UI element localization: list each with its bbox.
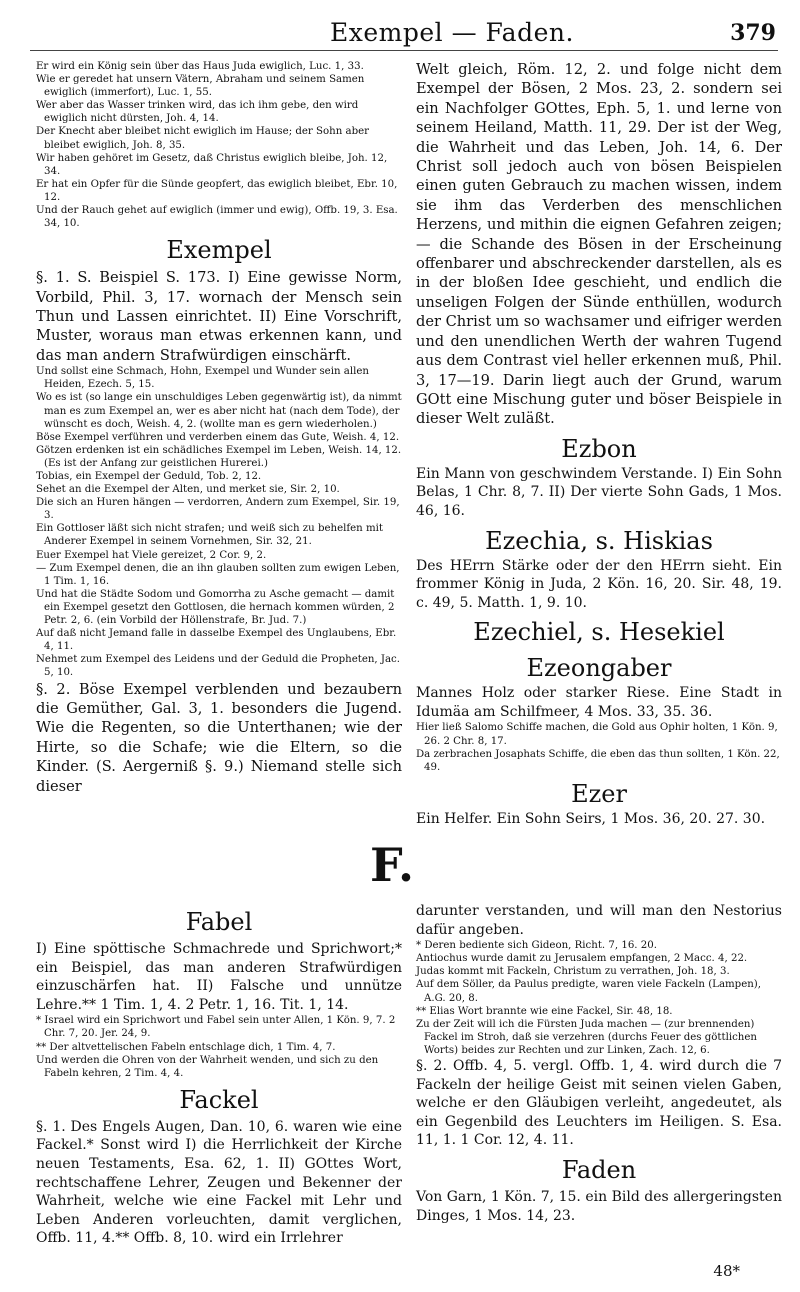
entry-heading-ezeongaber: Ezeongaber: [526, 654, 672, 683]
entry-heading-fabel: Fabel: [185, 908, 253, 936]
entry-heading-faden: Faden: [561, 1156, 637, 1184]
verse-line: Antiochus wurde damit zu Jerusalem empfangen, 2 Macc. 4, 22.: [416, 953, 748, 965]
entry-paragraph: §. 1. S. Beispiel S. 173. I) Eine gewisse Norm, Vorbild, Phil. 3, 17. wornach der Mensch sein Thun und Lassen einrichtet. II) Eine Vorschrift, Muster, woraus man etwas erkennen kann, und das man andern Strafwürdigen einschärft.: [36, 269, 402, 364]
entry-paragraph: Ein Mann von geschwindem Verstande. I) Ein Sohn Belas, 1 Chr. 8, 7. II) Der vierte Sohn Gads, 1 Mos. 46, 16.: [416, 465, 782, 519]
verse-line: Und sollst eine Schmach, Hohn, Exempel und Wunder sein allen Heiden, Ezech. 5, 15.: [36, 366, 369, 391]
verse-line: Und werden die Ohren von der Wahrheit wenden, und sich zu den Fabeln kehren, 2 Tim. 4, 4.: [36, 1054, 379, 1079]
entry-paragraph: §. 2. Böse Exempel verblenden und bezaubern die Gemüther, Gal. 3, 1. besonders die Jugend. Wie die Regenten, so die Unterthanen; wie der Hirte, so die Schafe; wie die Eltern, so die Kinder. (S. Aergerniß §. 9.) Niemand stelle sich dieser: [36, 680, 402, 795]
verse-line: Hier ließ Salomo Schiffe machen, die Gold aus Ophir holten, 1 Kön. 9, 26. 2 Chr. 8, 17.: [416, 722, 778, 747]
entry-paragraph: I) Eine spöttische Schmachrede und Sprichwort;* ein Beispiel, das man anderen Strafwürdigen einzuschärfen hat. II) Falsche und unnütze Lehre.** 1 Tim. 1, 4. 2 Petr. 1, 16. Tit. 1, 14.: [36, 941, 402, 1013]
verse-line: Der Knecht aber bleibet nicht ewiglich im Hause; der Sohn aber bleibet ewiglich, Joh. 8, 35.: [36, 126, 369, 151]
column-left-bottom: [36, 902, 402, 1248]
verse-line: Und der Rauch gehet auf ewiglich (immer und ewig), Offb. 19, 3. Esa. 34, 10.: [36, 205, 398, 230]
verse-line: * Deren bediente sich Gideon, Richt. 7, 16. 20.: [416, 940, 657, 952]
section-letter: F.: [370, 838, 415, 892]
verse-line: Tobias, ein Exempel der Geduld, Tob. 2, 12.: [36, 471, 262, 482]
column-left-top: [36, 60, 402, 796]
verse-line: Zu der Zeit will ich die Fürsten Juda machen — (zur brennenden) Fackel im Stroh, daß sie verzehren (durchs Feuer des göttlichen Worts) beides zur Rechten und zur Linken, Zach. 12, 6.: [416, 1018, 757, 1056]
entry-heading-ezer: Ezer: [571, 779, 627, 808]
running-header: [0, 12, 800, 52]
entry-heading-ezbon: Ezbon: [561, 434, 637, 463]
entry-heading-fackel: Fackel: [179, 1085, 259, 1114]
column-right-bottom: [416, 902, 782, 1225]
entry-heading-ezechia: Ezechia, s. Hiskias: [485, 526, 713, 555]
verse-line: Die sich an Huren hängen — verdorren, Andern zum Exempel, Sir. 19, 3.: [36, 497, 400, 522]
entry-paragraph: Von Garn, 1 Kön. 7, 15. ein Bild des allergeringsten Dinges, 1 Mos. 14, 23.: [416, 1189, 782, 1224]
verse-line: Götzen erdenken ist ein schädliches Exempel im Leben, Weish. 14, 12. (Es ist der Anfang zur geistlichen Hurerei.): [36, 444, 402, 469]
entry-paragraph: Mannes Holz oder starker Riese. Eine Stadt in Idumäa am Schilfmeer, 4 Mos. 33, 35. 36.: [416, 685, 782, 720]
entry-paragraph: §. 2. Offb. 4, 5. vergl. Offb. 1, 4. wird durch die 7 Fackeln der heilige Geist mit seinen vielen Gaben, welche er den Gläubigen verleiht, angedeutet, als ein Gegenbild des Leuchters im Heiligen. S. Esa. 11, 1. 1 Cor. 12, 4. 11.: [416, 1058, 782, 1149]
page-number: 379: [730, 20, 776, 46]
entry-paragraph: Welt gleich, Röm. 12, 2. und folge nicht dem Exempel der Bösen, 2 Mos. 23, 2. sondern sei ein Nachfolger GOttes, Eph. 5, 1. und lerne von seinem Heiland, Matth. 11, 29. Der ist der Weg, die Wahrheit und das Leben, Joh. 14, 6. Der Christ soll jedoch auch von bösen Beispielen einen guten Gebrauch zu machen wissen, indem sie ihm das Verderben des menschlichen Herzens, und mithin die eignen Gefahren zeigen; — die Schande des Bösen in der Erscheinung offenbarer und abschreckender darstellen, als es in der bloßen Idee geschieht, und endlich die unseligen Folgen der Sünde enthüllen, wodurch der Christ um so wachsamer und eifriger werden und den unendlichen Werth der wahren Tugend aus dem Contrast viel heller erkennen muß, Phil. 3, 17—19. Darin liegt auch der Grund, warum GOtt eine Mischung guter und böser Beispiele in dieser Welt zuläßt.: [416, 61, 782, 428]
entry-heading-exempel: Exempel: [166, 236, 272, 265]
verse-line: Judas kommt mit Fackeln, Christum zu verrathen, Joh. 18, 3.: [416, 966, 730, 978]
verse-line: — Zum Exempel denen, die an ihn glauben sollten zum ewigen Leben, 1 Tim. 1, 16.: [36, 562, 400, 587]
verse-line: Er hat ein Opfer für die Sünde geopfert, das ewiglich bleibet, Ebr. 10, 12.: [36, 178, 398, 203]
verse-line: Wir haben gehöret im Gesetz, daß Christus ewiglich bleibe, Joh. 12, 34.: [36, 152, 388, 177]
verse-line: Wer aber das Wasser trinken wird, das ich ihm gebe, den wird ewiglich nicht dürsten, Joh. 4, 14.: [36, 100, 359, 125]
entry-paragraph: Ein Helfer. Ein Sohn Seirs, 1 Mos. 36, 20. 27. 30.: [416, 810, 766, 827]
signature-mark: 48*: [713, 1262, 740, 1280]
verse-line: Böse Exempel verführen und verderben einem das Gute, Weish. 4, 12.: [36, 431, 400, 443]
verse-line: * Israel wird ein Sprichwort und Fabel sein unter Allen, 1 Kön. 9, 7. 2 Chr. 7, 20. Jer. 24, 9.: [36, 1015, 396, 1040]
verse-line: ** Der altvettelischen Fabeln entschlage dich, 1 Tim. 4, 7.: [36, 1041, 336, 1053]
verse-line: Da zerbrachen Josaphats Schiffe, die eben das thun sollten, 1 Kön. 22, 49.: [416, 748, 780, 773]
verse-line: Euer Exempel hat Viele gereizet, 2 Cor. 9, 2.: [36, 549, 267, 561]
entry-paragraph: §. 1. Des Engels Augen, Dan. 10, 6. waren wie eine Fackel.* Sonst wird I) die Herrlichkeit der Kirche neuen Testaments, Esa. 62, 1. II) GOttes Wort, rechtschaffene Lehrer, Zeugen und Bekenner der Wahrheit, welche wie eine Fackel mit Lehr und Leben Anderen vorleuchten, damit verglichen, Offb. 11, 4.** Offb. 8, 10. wird ein Irrlehrer: [36, 1118, 402, 1247]
verse-line: Auf dem Söller, da Paulus predigte, waren viele Fackeln (Lampen), A.G. 20, 8.: [416, 979, 762, 1004]
entry-paragraph: Des HErrn Stärke oder der den HErrn sieht. Ein frommer König in Juda, 2 Kön. 16, 20. Sir. 48, 19. c. 49, 5. Matth. 1, 9. 10.: [416, 557, 782, 611]
entry-heading-ezechiel: Ezechiel, s. Hesekiel: [473, 618, 725, 647]
verse-line: ** Elias Wort brannte wie eine Fackel, Sir. 48, 18.: [416, 1005, 673, 1017]
verse-line: Und hat die Städte Sodom und Gomorrha zu Asche gemacht — damit ein Exempel gesetzt den Gottlosen, die hernach kommen würden, 2 Petr. 2, 6. (ein Vorbild der Höllenstrafe, Br. Jud. 7.): [36, 588, 395, 627]
verse-line: Er wird ein König sein über das Haus Juda ewiglich, Luc. 1, 33.: [36, 61, 364, 72]
verse-line: Wie er geredet hat unsern Vätern, Abraham und seinem Samen ewiglich (immerfort), Luc. 1, 55.: [36, 74, 365, 99]
verse-line: Auf daß nicht Jemand falle in dasselbe Exempel des Unglaubens, Ebr. 4, 11.: [36, 628, 397, 653]
entry-paragraph: darunter verstanden, und will man den Nestorius dafür angeben.: [416, 903, 782, 938]
header-rule: [30, 50, 778, 51]
verse-line: Wo es ist (so lange ein unschuldiges Leben gegenwärtig ist), da nimmt man es zum Exempel an, wer es aber nicht hat (nach dem Tode), der wünscht es doch, Weish. 4, 2. (wollte man es gern wiederholen.): [36, 392, 402, 430]
verse-line: Nehmet zum Exempel des Leidens und der Geduld die Propheten, Jac. 5, 10.: [36, 654, 401, 679]
verse-line: Sehet an die Exempel der Alten, und merket sie, Sir. 2, 10.: [36, 484, 340, 496]
running-title: Exempel — Faden.: [330, 18, 574, 47]
verse-line: Ein Gottloser läßt sich nicht strafen; und weiß sich zu behelfen mit Anderer Exempel in seinem Vornehmen, Sir. 32, 21.: [36, 523, 383, 548]
column-right-top: [416, 60, 782, 828]
